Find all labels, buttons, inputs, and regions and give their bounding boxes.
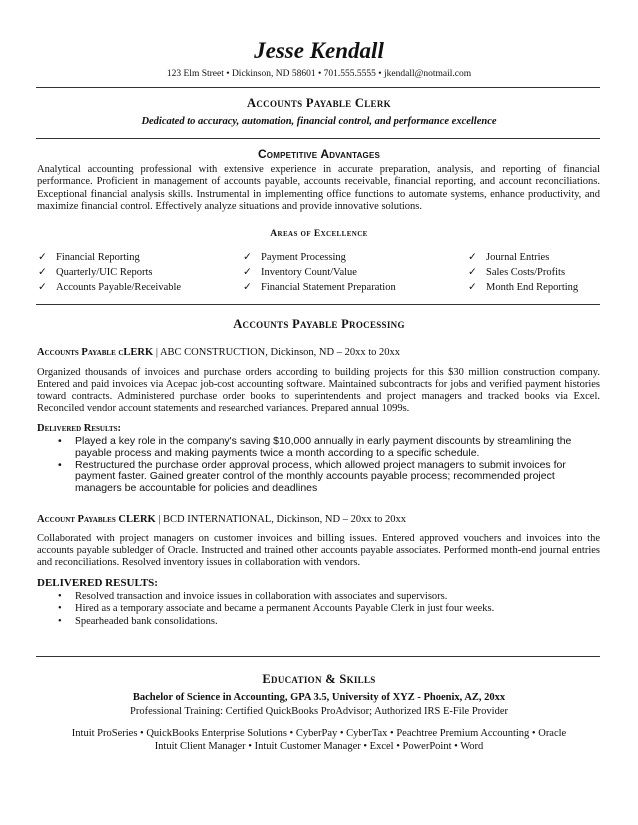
bullet-icon: • bbox=[58, 615, 62, 627]
job-title: Accounts Payable Clerk bbox=[247, 96, 391, 110]
degree-line: Bachelor of Science in Accounting, GPA 3.5, University of XYZ - Phoenix, AZ, 20xx bbox=[132, 692, 506, 703]
area-item: ✓ Month End Reporting bbox=[468, 282, 579, 293]
list-item: • Hired as a temporary associate and became a permanent Accounts Payable Clerk in just four weeks. bbox=[58, 603, 495, 615]
list-item: • Played a key role in the company's saving $10,000 annually in early payment discounts by streamlining the payable process and making payments twice a month according to a specific schedule. bbox=[58, 435, 572, 459]
skills-line-1: Intuit ProSeries • QuickBooks Enterprise Solutions • CyberPay • CyberTax • Peachtree Premium Accounting • Oracle bbox=[71, 728, 567, 739]
skills-line-2: Intuit Client Manager • Intuit Customer Manager • Excel • PowerPoint • Word bbox=[154, 741, 484, 752]
check-icon: ✓ bbox=[243, 252, 252, 263]
section-heading-processing: Accounts Payable Processing bbox=[233, 317, 405, 331]
divider bbox=[36, 138, 600, 139]
job-2-header bbox=[37, 514, 600, 525]
area-item: ✓ Quarterly/UIC Reports bbox=[38, 267, 153, 278]
job-1-results-list bbox=[37, 436, 600, 495]
job-1-paragraph: Organized thousands of invoices and purchase orders according to building projects for this $30 million construction company. Entered and paid invoices via Acepac job-cost accounting software. Maintained subcontracts for jobs and verified payment histories toward contracts. Administered purchase order books to superintendents and project managers and tracked books via Excel. Reconciled vendor account statements and researched variances. Prepared annual 1099s. bbox=[37, 367, 600, 415]
section-heading-competitive: Competitive Advantages bbox=[257, 147, 381, 161]
check-icon: ✓ bbox=[38, 267, 47, 278]
area-item: ✓ Journal Entries bbox=[468, 252, 550, 263]
candidate-name: Jesse Kendall bbox=[254, 38, 384, 63]
check-icon: ✓ bbox=[38, 252, 47, 263]
list-item: • Spearheaded bank consolidations. bbox=[58, 615, 218, 627]
area-item: ✓ Accounts Payable/Receivable bbox=[38, 282, 182, 293]
area-item: ✓ Financial Reporting bbox=[38, 252, 140, 263]
check-icon: ✓ bbox=[468, 282, 477, 293]
check-icon: ✓ bbox=[468, 267, 477, 278]
divider bbox=[36, 87, 600, 88]
contact-line: 123 Elm Street • Dickinson, ND 58601 • 701.555.5555 • jkendall@notmail.com bbox=[166, 69, 472, 79]
job-1-results-heading: Delivered Results: bbox=[37, 423, 122, 434]
area-item: ✓ Payment Processing bbox=[243, 252, 346, 263]
section-heading-education: Education & Skills bbox=[262, 672, 376, 686]
check-icon: ✓ bbox=[243, 267, 252, 278]
divider bbox=[36, 304, 600, 305]
job-2-results-list bbox=[37, 591, 600, 628]
job-2-paragraph: Collaborated with project managers on customer invoices and billing issues. Entered approved vouchers and invoices into the accounts payable subledger of Oracle. Instructed and trained other accounts payable associates. Performed month-end journal entries and reconciliations. Resolved inventory issues in collaboration with vendors. bbox=[37, 533, 600, 569]
areas-heading: Areas of Excellence bbox=[270, 229, 368, 239]
job-1-header bbox=[37, 347, 600, 358]
summary-paragraph: Analytical accounting professional with extensive experience in accurate preparation, analysis, and reporting of financial performance. Proficient in management of accounts payable, accounts receivable, financial reporting, and account reconciliations. Exceptional financial analysis skills. Instrumental in implementing office functions to automate systems, enhance productivity, and maximize financial control. Effectively analyze situations and provide innovative solutions. bbox=[37, 164, 600, 213]
bullet-icon: • bbox=[58, 435, 62, 447]
areas-column-3 bbox=[468, 250, 578, 295]
area-item: ✓ Inventory Count/Value bbox=[243, 267, 357, 278]
area-item: ✓ Financial Statement Preparation bbox=[243, 282, 396, 293]
areas-column-2 bbox=[243, 250, 396, 295]
check-icon: ✓ bbox=[38, 282, 47, 293]
check-icon: ✓ bbox=[243, 282, 252, 293]
list-item: • Restructured the purchase order approval process, which allowed project managers to submit invoices for payment faster. Gained greater control of the monthly accounts payable process; recommended project managers be accountable for policies and deadlines bbox=[58, 458, 566, 495]
list-item: • Resolved transaction and invoice issues in collaboration with associates and supervisors. bbox=[58, 591, 448, 602]
bullet-icon: • bbox=[58, 591, 62, 602]
bullet-icon: • bbox=[58, 603, 62, 615]
tagline: Dedicated to accuracy, automation, financial control, and performance excellence bbox=[141, 116, 497, 127]
training-line: Professional Training: Certified QuickBooks ProAdvisor; Authorized IRS E-File Provider bbox=[130, 706, 508, 717]
job-2-role: Account Payables CLERK bbox=[37, 514, 156, 525]
divider bbox=[36, 656, 600, 657]
job-2-detail: | BCD INTERNATIONAL, Dickinson, ND – 20xx to 20xx bbox=[155, 514, 407, 525]
areas-column-1 bbox=[38, 250, 181, 295]
bullet-icon: • bbox=[58, 458, 62, 471]
area-item: ✓ Sales Costs/Profits bbox=[468, 267, 566, 278]
job-2-results-heading: DELIVERED RESULTS: bbox=[37, 577, 158, 589]
check-icon: ✓ bbox=[468, 252, 477, 263]
job-1-detail: | ABC CONSTRUCTION, Dickinson, ND – 20xx to 20xx bbox=[153, 347, 401, 358]
job-1-role: Accounts Payable cLERK bbox=[37, 347, 154, 358]
